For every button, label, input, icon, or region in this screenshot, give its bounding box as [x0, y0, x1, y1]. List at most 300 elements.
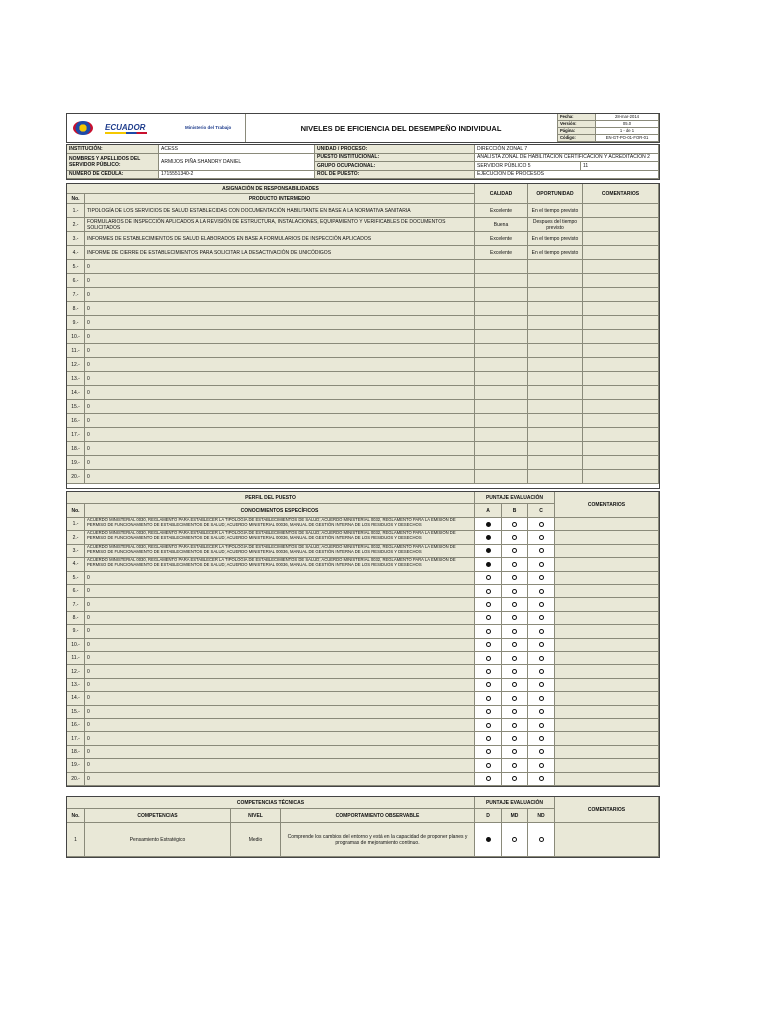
comments-cell[interactable]: [583, 274, 659, 288]
knowledge-cell: ACUERDO MINISTERIAL 0030, REGLAMENTO PARA ESTABLECER LA TIPOLOGÍA DE ESTABLECIMIENTOS DE SALUD; ACUERDO MINISTERIAL 0032, REGLAMENTO PARA LA EMISIÓN DE PERMISO DE FUNCIONAMIENTO DE ESTABLECIMIENTOS DE SALUD; ACUERDO MINISTERIAL 00036, MANUAL DE GESTIÓN INTERNA DE LOS RESIDUOS Y DESECHOS: [85, 531, 475, 544]
product-cell: INFORME DE CIERRE DE ESTABLECIMIENTOS PARA SOLICITAR LA DESACTIVACIÓN DE UNICÓDIGOS: [85, 246, 475, 260]
competency-option-cell[interactable]: [528, 823, 555, 857]
radio-button[interactable]: [539, 776, 544, 781]
profile-option-cell[interactable]: [475, 692, 502, 705]
comments-cell[interactable]: [583, 428, 659, 442]
radio-button[interactable]: [486, 736, 491, 741]
quality-cell[interactable]: [475, 428, 528, 442]
radio-button[interactable]: [512, 522, 517, 527]
meta-value: 05.0: [596, 121, 659, 128]
profile-option-cell[interactable]: [475, 732, 502, 745]
radio-button[interactable]: [539, 602, 544, 607]
profile-option-cell[interactable]: [528, 759, 555, 772]
competency-option-cell[interactable]: [475, 823, 502, 857]
prof-col-score: PUNTAJE EVALUACIÓN: [475, 492, 555, 504]
opportunity-cell[interactable]: [528, 400, 583, 414]
radio-button[interactable]: [486, 548, 491, 553]
prof-col-knowledge: CONOCIMIENTOS ESPECÍFICOS: [85, 504, 475, 518]
radio-button[interactable]: [539, 736, 544, 741]
row-number: 9.-: [67, 316, 85, 330]
quality-cell[interactable]: [475, 274, 528, 288]
profile-option-cell[interactable]: [528, 612, 555, 625]
grupo-code: 11: [581, 162, 659, 171]
opportunity-cell[interactable]: [528, 428, 583, 442]
opportunity-cell[interactable]: [528, 442, 583, 456]
radio-button[interactable]: [539, 589, 544, 594]
radio-button[interactable]: [539, 682, 544, 687]
profile-option-cell[interactable]: [528, 531, 555, 544]
product-cell: 0: [85, 358, 475, 372]
profile-option-cell[interactable]: [475, 679, 502, 692]
radio-button[interactable]: [486, 522, 491, 527]
profile-option-cell[interactable]: [528, 545, 555, 558]
product-cell: INFORMES DE ESTABLECIMIENTOS DE SALUD ELABORADOS EN BASE A FORMULARIOS DE INSPECCIÓN APLICADOS: [85, 232, 475, 246]
comments-cell[interactable]: [555, 823, 659, 857]
radio-button[interactable]: [486, 656, 491, 661]
quality-cell[interactable]: [475, 344, 528, 358]
row-number: 20.-: [67, 470, 85, 484]
knowledge-cell: 0: [85, 652, 475, 665]
profile-option-cell[interactable]: [528, 773, 555, 786]
prof-col-comments: COMENTARIOS: [555, 492, 659, 518]
quality-cell[interactable]: [475, 316, 528, 330]
prof-score-c: C: [528, 504, 555, 518]
knowledge-cell: 0: [85, 732, 475, 745]
radio-button[interactable]: [486, 602, 491, 607]
profile-option-cell[interactable]: [475, 652, 502, 665]
comments-cell[interactable]: [583, 386, 659, 400]
profile-option-cell[interactable]: [528, 692, 555, 705]
profile-option-cell[interactable]: [502, 518, 528, 531]
profile-option-cell[interactable]: [475, 531, 502, 544]
radio-button[interactable]: [512, 548, 517, 553]
radio-button[interactable]: [539, 763, 544, 768]
knowledge-cell: 0: [85, 719, 475, 732]
profile-option-cell[interactable]: [502, 732, 528, 745]
comp-col-no: No.: [67, 809, 85, 823]
profile-option-cell[interactable]: [475, 746, 502, 759]
radio-button[interactable]: [512, 656, 517, 661]
profile-option-cell[interactable]: [502, 639, 528, 652]
profile-option-cell[interactable]: [502, 598, 528, 611]
radio-button[interactable]: [512, 776, 517, 781]
product-cell: 0: [85, 400, 475, 414]
prof-score-a: A: [475, 504, 502, 518]
radio-button[interactable]: [539, 656, 544, 661]
product-cell: 0: [85, 372, 475, 386]
comp-col-comments: COMENTARIOS: [555, 797, 659, 823]
radio-button[interactable]: [486, 535, 491, 540]
row-number: 1.-: [67, 518, 85, 531]
radio-button[interactable]: [539, 837, 544, 842]
profile-option-cell[interactable]: [502, 746, 528, 759]
profile-option-cell[interactable]: [502, 665, 528, 678]
opportunity-cell[interactable]: En el tiempo previsto: [528, 204, 583, 218]
meta-label: Versión:: [558, 121, 596, 128]
row-number: 13.-: [67, 679, 85, 692]
opportunity-cell[interactable]: [528, 316, 583, 330]
profile-option-cell[interactable]: [502, 531, 528, 544]
radio-button[interactable]: [539, 548, 544, 553]
profile-option-cell[interactable]: [475, 625, 502, 638]
radio-button[interactable]: [512, 669, 517, 674]
opportunity-cell[interactable]: [528, 470, 583, 484]
radio-button[interactable]: [512, 589, 517, 594]
row-number: 1.-: [67, 204, 85, 218]
knowledge-cell: 0: [85, 679, 475, 692]
profile-option-cell[interactable]: [475, 759, 502, 772]
unidad-value: DIRECCIÓN ZONAL 7: [475, 145, 659, 154]
profile-option-cell[interactable]: [528, 639, 555, 652]
comments-cell[interactable]: [583, 232, 659, 246]
radio-button[interactable]: [512, 696, 517, 701]
resp-col-quality: CALIDAD: [475, 184, 528, 204]
opportunity-cell[interactable]: [528, 344, 583, 358]
nombres-label: NOMBRES Y APELLIDOS DEL SERVIDOR PÚBLICO:: [67, 154, 159, 171]
product-cell: TIPOLOGÍA DE LOS SERVICIOS DE SALUD ESTABLECIDAS CON DOCUMENTACIÓN HABILITANTE EN BASE A LA NORMATIVA SANITARIA: [85, 204, 475, 218]
comments-cell[interactable]: [555, 625, 659, 638]
row-number: 17.-: [67, 428, 85, 442]
quality-cell[interactable]: Excelente: [475, 204, 528, 218]
radio-button[interactable]: [539, 709, 544, 714]
row-number: 10.-: [67, 639, 85, 652]
row-number: 3.-: [67, 545, 85, 558]
radio-button[interactable]: [486, 763, 491, 768]
profile-option-cell[interactable]: [475, 585, 502, 598]
row-number: 18.-: [67, 746, 85, 759]
row-number: 16.-: [67, 719, 85, 732]
profile-option-cell[interactable]: [475, 639, 502, 652]
comments-cell[interactable]: [583, 358, 659, 372]
opportunity-cell[interactable]: [528, 414, 583, 428]
quality-cell[interactable]: [475, 358, 528, 372]
radio-button[interactable]: [486, 629, 491, 634]
quality-cell[interactable]: Excelente: [475, 246, 528, 260]
profile-option-cell[interactable]: [502, 558, 528, 571]
comments-cell[interactable]: [555, 639, 659, 652]
radio-button[interactable]: [512, 575, 517, 580]
profile-option-cell[interactable]: [475, 545, 502, 558]
quality-cell[interactable]: [475, 302, 528, 316]
comments-cell[interactable]: [555, 531, 659, 544]
profile-option-cell[interactable]: [528, 679, 555, 692]
comments-cell[interactable]: [583, 288, 659, 302]
comments-cell[interactable]: [555, 612, 659, 625]
radio-button[interactable]: [486, 837, 491, 842]
comments-cell[interactable]: [583, 316, 659, 330]
profile-option-cell[interactable]: [528, 665, 555, 678]
radio-button[interactable]: [486, 696, 491, 701]
comments-cell[interactable]: [555, 679, 659, 692]
comments-cell[interactable]: [555, 572, 659, 585]
radio-button[interactable]: [486, 749, 491, 754]
radio-button[interactable]: [512, 709, 517, 714]
quality-cell[interactable]: [475, 288, 528, 302]
row-number: 11.-: [67, 652, 85, 665]
profile-option-cell[interactable]: [502, 706, 528, 719]
comments-cell[interactable]: [555, 759, 659, 772]
radio-button[interactable]: [512, 682, 517, 687]
radio-button[interactable]: [539, 522, 544, 527]
row-number: 12.-: [67, 358, 85, 372]
comments-cell[interactable]: [583, 246, 659, 260]
radio-button[interactable]: [512, 615, 517, 620]
grupo-value: SERVIDOR PÚBLICO 5: [475, 162, 581, 171]
radio-button[interactable]: [539, 696, 544, 701]
profile-option-cell[interactable]: [528, 572, 555, 585]
comments-cell[interactable]: [583, 372, 659, 386]
level-cell: Medio: [231, 823, 281, 857]
radio-button[interactable]: [539, 615, 544, 620]
comments-cell[interactable]: [583, 470, 659, 484]
knowledge-cell: 0: [85, 706, 475, 719]
radio-button[interactable]: [512, 629, 517, 634]
radio-button[interactable]: [539, 562, 544, 567]
row-number: 2.-: [67, 531, 85, 544]
comments-cell[interactable]: [583, 442, 659, 456]
radio-button[interactable]: [512, 837, 517, 842]
quality-cell[interactable]: [475, 470, 528, 484]
comments-cell[interactable]: [583, 260, 659, 274]
institucion-label: INSTITUCIÓN:: [67, 145, 159, 154]
profile-option-cell[interactable]: [502, 572, 528, 585]
radio-button[interactable]: [539, 723, 544, 728]
row-number: 5.-: [67, 260, 85, 274]
product-cell: 0: [85, 470, 475, 484]
profile-option-cell[interactable]: [502, 585, 528, 598]
profile-option-cell[interactable]: [528, 598, 555, 611]
radio-button[interactable]: [486, 615, 491, 620]
comments-cell[interactable]: [583, 344, 659, 358]
quality-cell[interactable]: Excelente: [475, 232, 528, 246]
comments-cell[interactable]: [583, 456, 659, 470]
row-number: 4.-: [67, 558, 85, 571]
comp-score-d: D: [475, 809, 502, 823]
profile-option-cell[interactable]: [502, 612, 528, 625]
knowledge-cell: ACUERDO MINISTERIAL 0030, REGLAMENTO PARA ESTABLECER LA TIPOLOGÍA DE ESTABLECIMIENTOS DE SALUD; ACUERDO MINISTERIAL 0032, REGLAMENTO PARA LA EMISIÓN DE PERMISO DE FUNCIONAMIENTO DE ESTABLECIMIENTOS DE SALUD; ACUERDO MINISTERIAL 00036, MANUAL DE GESTIÓN INTERNA DE LOS RESIDUOS Y DESECHOS: [85, 545, 475, 558]
opportunity-cell[interactable]: [528, 302, 583, 316]
ecuador-logo: [73, 121, 93, 135]
radio-button[interactable]: [486, 682, 491, 687]
row-number: 13.-: [67, 372, 85, 386]
radio-button[interactable]: [512, 723, 517, 728]
radio-button[interactable]: [539, 535, 544, 540]
radio-button[interactable]: [512, 642, 517, 647]
profile-option-cell[interactable]: [528, 706, 555, 719]
profile-option-cell[interactable]: [502, 545, 528, 558]
comments-cell[interactable]: [583, 302, 659, 316]
profile-option-cell[interactable]: [528, 518, 555, 531]
profile-option-cell[interactable]: [528, 558, 555, 571]
row-number: 6.-: [67, 585, 85, 598]
radio-button[interactable]: [486, 669, 491, 674]
row-number: 12.-: [67, 665, 85, 678]
prof-section-title: PERFIL DEL PUESTO: [67, 492, 475, 504]
puesto-label: PUESTO INSTITUCIONAL:: [315, 154, 475, 163]
profile-option-cell[interactable]: [475, 558, 502, 571]
comments-cell[interactable]: [555, 585, 659, 598]
competency-option-cell[interactable]: [502, 823, 528, 857]
logo-text: ECUADOR: [105, 123, 146, 132]
comments-cell[interactable]: [555, 558, 659, 571]
opportunity-cell[interactable]: En el tiempo previsto: [528, 246, 583, 260]
row-number: 9.-: [67, 625, 85, 638]
comments-cell[interactable]: [555, 518, 659, 531]
comments-cell[interactable]: [555, 665, 659, 678]
row-number: 20.-: [67, 773, 85, 786]
radio-button[interactable]: [512, 763, 517, 768]
meta-value: 1 - de 1: [596, 128, 659, 135]
profile-option-cell[interactable]: [502, 679, 528, 692]
profile-option-cell[interactable]: [475, 612, 502, 625]
radio-button[interactable]: [512, 562, 517, 567]
comments-cell[interactable]: [555, 773, 659, 786]
comments-cell[interactable]: [583, 330, 659, 344]
ministry-text: Ministerio del Trabajo: [185, 125, 232, 130]
comments-cell[interactable]: [555, 692, 659, 705]
meta-label: Página:: [558, 128, 596, 135]
radio-button[interactable]: [486, 709, 491, 714]
knowledge-cell: 0: [85, 572, 475, 585]
knowledge-cell: 0: [85, 639, 475, 652]
comp-col-score: PUNTAJE EVALUACIÓN: [475, 797, 555, 809]
row-number: 19.-: [67, 456, 85, 470]
profile-option-cell[interactable]: [528, 719, 555, 732]
quality-cell[interactable]: [475, 442, 528, 456]
row-number: 11.-: [67, 344, 85, 358]
profile-option-cell[interactable]: [502, 625, 528, 638]
radio-button[interactable]: [486, 562, 491, 567]
profile-option-cell[interactable]: [528, 625, 555, 638]
profile-option-cell[interactable]: [475, 572, 502, 585]
radio-button[interactable]: [486, 776, 491, 781]
profile-option-cell[interactable]: [475, 773, 502, 786]
resp-col-product: PRODUCTO INTERMEDIO: [85, 194, 475, 204]
comments-cell[interactable]: [555, 746, 659, 759]
knowledge-cell: 0: [85, 625, 475, 638]
product-cell: 0: [85, 456, 475, 470]
opportunity-cell[interactable]: Despues del tiempo previsto: [528, 218, 583, 232]
profile-option-cell[interactable]: [502, 692, 528, 705]
opportunity-cell[interactable]: [528, 288, 583, 302]
radio-button[interactable]: [539, 629, 544, 634]
knowledge-cell: 0: [85, 759, 475, 772]
meta-label: Fecha:: [558, 114, 596, 121]
product-cell: 0: [85, 414, 475, 428]
comments-cell[interactable]: [583, 400, 659, 414]
rol-label: ROL DE PUESTO:: [315, 171, 475, 180]
profile-option-cell[interactable]: [502, 719, 528, 732]
quality-cell[interactable]: [475, 386, 528, 400]
product-cell: 0: [85, 330, 475, 344]
resp-col-comments: COMENTARIOS: [583, 184, 659, 204]
profile-option-cell[interactable]: [475, 706, 502, 719]
profile-option-cell[interactable]: [528, 585, 555, 598]
comments-cell[interactable]: [583, 204, 659, 218]
profile-option-cell[interactable]: [528, 746, 555, 759]
comments-cell[interactable]: [583, 218, 659, 232]
profile-option-cell[interactable]: [475, 518, 502, 531]
comments-cell[interactable]: [555, 545, 659, 558]
radio-button[interactable]: [512, 749, 517, 754]
profile-option-cell[interactable]: [475, 598, 502, 611]
row-number: 6.-: [67, 274, 85, 288]
unidad-label: UNIDAD / PROCESO:: [315, 145, 475, 154]
resp-col-opportunity: OPORTUNIDAD: [528, 184, 583, 204]
radio-button[interactable]: [486, 589, 491, 594]
opportunity-cell[interactable]: [528, 330, 583, 344]
quality-cell[interactable]: Buena: [475, 218, 528, 232]
radio-button[interactable]: [539, 642, 544, 647]
product-cell: FORMULARIOS DE INSPECCIÓN APLICADOS A LA REVISIÓN DE ESTRUCTURA, INSTALACIONES, EQUIPAMIENTO Y VERIFICABLES DE DOCUMENTOS SOLICITADOS: [85, 218, 475, 232]
profile-option-cell[interactable]: [502, 759, 528, 772]
row-number: 10.-: [67, 330, 85, 344]
comments-cell[interactable]: [583, 414, 659, 428]
knowledge-cell: 0: [85, 773, 475, 786]
opportunity-cell[interactable]: [528, 386, 583, 400]
row-number: 17.-: [67, 732, 85, 745]
opportunity-cell[interactable]: [528, 358, 583, 372]
opportunity-cell[interactable]: [528, 274, 583, 288]
comments-cell[interactable]: [555, 598, 659, 611]
profile-option-cell[interactable]: [475, 665, 502, 678]
opportunity-cell[interactable]: En el tiempo previsto: [528, 232, 583, 246]
row-number: 7.-: [67, 598, 85, 611]
quality-cell[interactable]: [475, 456, 528, 470]
profile-option-cell[interactable]: [475, 719, 502, 732]
row-number: 4.-: [67, 246, 85, 260]
quality-cell[interactable]: [475, 414, 528, 428]
product-cell: 0: [85, 428, 475, 442]
quality-cell[interactable]: [475, 400, 528, 414]
product-cell: 0: [85, 274, 475, 288]
quality-cell[interactable]: [475, 372, 528, 386]
flag-stripe: [105, 132, 147, 134]
opportunity-cell[interactable]: [528, 372, 583, 386]
radio-button[interactable]: [486, 575, 491, 580]
radio-button[interactable]: [512, 535, 517, 540]
comments-cell[interactable]: [555, 706, 659, 719]
radio-button[interactable]: [512, 602, 517, 607]
opportunity-cell[interactable]: [528, 456, 583, 470]
quality-cell[interactable]: [475, 330, 528, 344]
radio-button[interactable]: [539, 575, 544, 580]
cedula-value: 1715551340-2: [159, 171, 315, 180]
meta-value: 28-mar-2014: [596, 114, 659, 121]
profile-option-cell[interactable]: [502, 773, 528, 786]
radio-button[interactable]: [539, 669, 544, 674]
quality-cell[interactable]: [475, 260, 528, 274]
comments-cell[interactable]: [555, 732, 659, 745]
knowledge-cell: ACUERDO MINISTERIAL 0030, REGLAMENTO PARA ESTABLECER LA TIPOLOGÍA DE ESTABLECIMIENTOS DE SALUD; ACUERDO MINISTERIAL 0032, REGLAMENTO PARA LA EMISIÓN DE PERMISO DE FUNCIONAMIENTO DE ESTABLECIMIENTOS DE SALUD; ACUERDO MINISTERIAL 00036, MANUAL DE GESTIÓN INTERNA DE LOS RESIDUOS Y DESECHOS: [85, 558, 475, 571]
radio-button[interactable]: [512, 736, 517, 741]
radio-button[interactable]: [486, 723, 491, 728]
comments-cell[interactable]: [555, 652, 659, 665]
radio-button[interactable]: [539, 749, 544, 754]
profile-option-cell[interactable]: [528, 732, 555, 745]
opportunity-cell[interactable]: [528, 260, 583, 274]
row-number: 8.-: [67, 612, 85, 625]
comp-col-level: NIVEL: [231, 809, 281, 823]
row-number: 8.-: [67, 302, 85, 316]
profile-option-cell[interactable]: [502, 652, 528, 665]
comp-col-comp: COMPETENCIAS: [85, 809, 231, 823]
comp-col-behavior: COMPORTAMIENTO OBSERVABLE: [281, 809, 475, 823]
knowledge-cell: ACUERDO MINISTERIAL 0030, REGLAMENTO PARA ESTABLECER LA TIPOLOGÍA DE ESTABLECIMIENTOS DE SALUD; ACUERDO MINISTERIAL 0032, REGLAMENTO PARA LA EMISIÓN DE PERMISO DE FUNCIONAMIENTO DE ESTABLECIMIENTOS DE SALUD; ACUERDO MINISTERIAL 00036, MANUAL DE GESTIÓN INTERNA DE LOS RESIDUOS Y DESECHOS: [85, 518, 475, 531]
profile-option-cell[interactable]: [528, 652, 555, 665]
comments-cell[interactable]: [555, 719, 659, 732]
radio-button[interactable]: [486, 642, 491, 647]
